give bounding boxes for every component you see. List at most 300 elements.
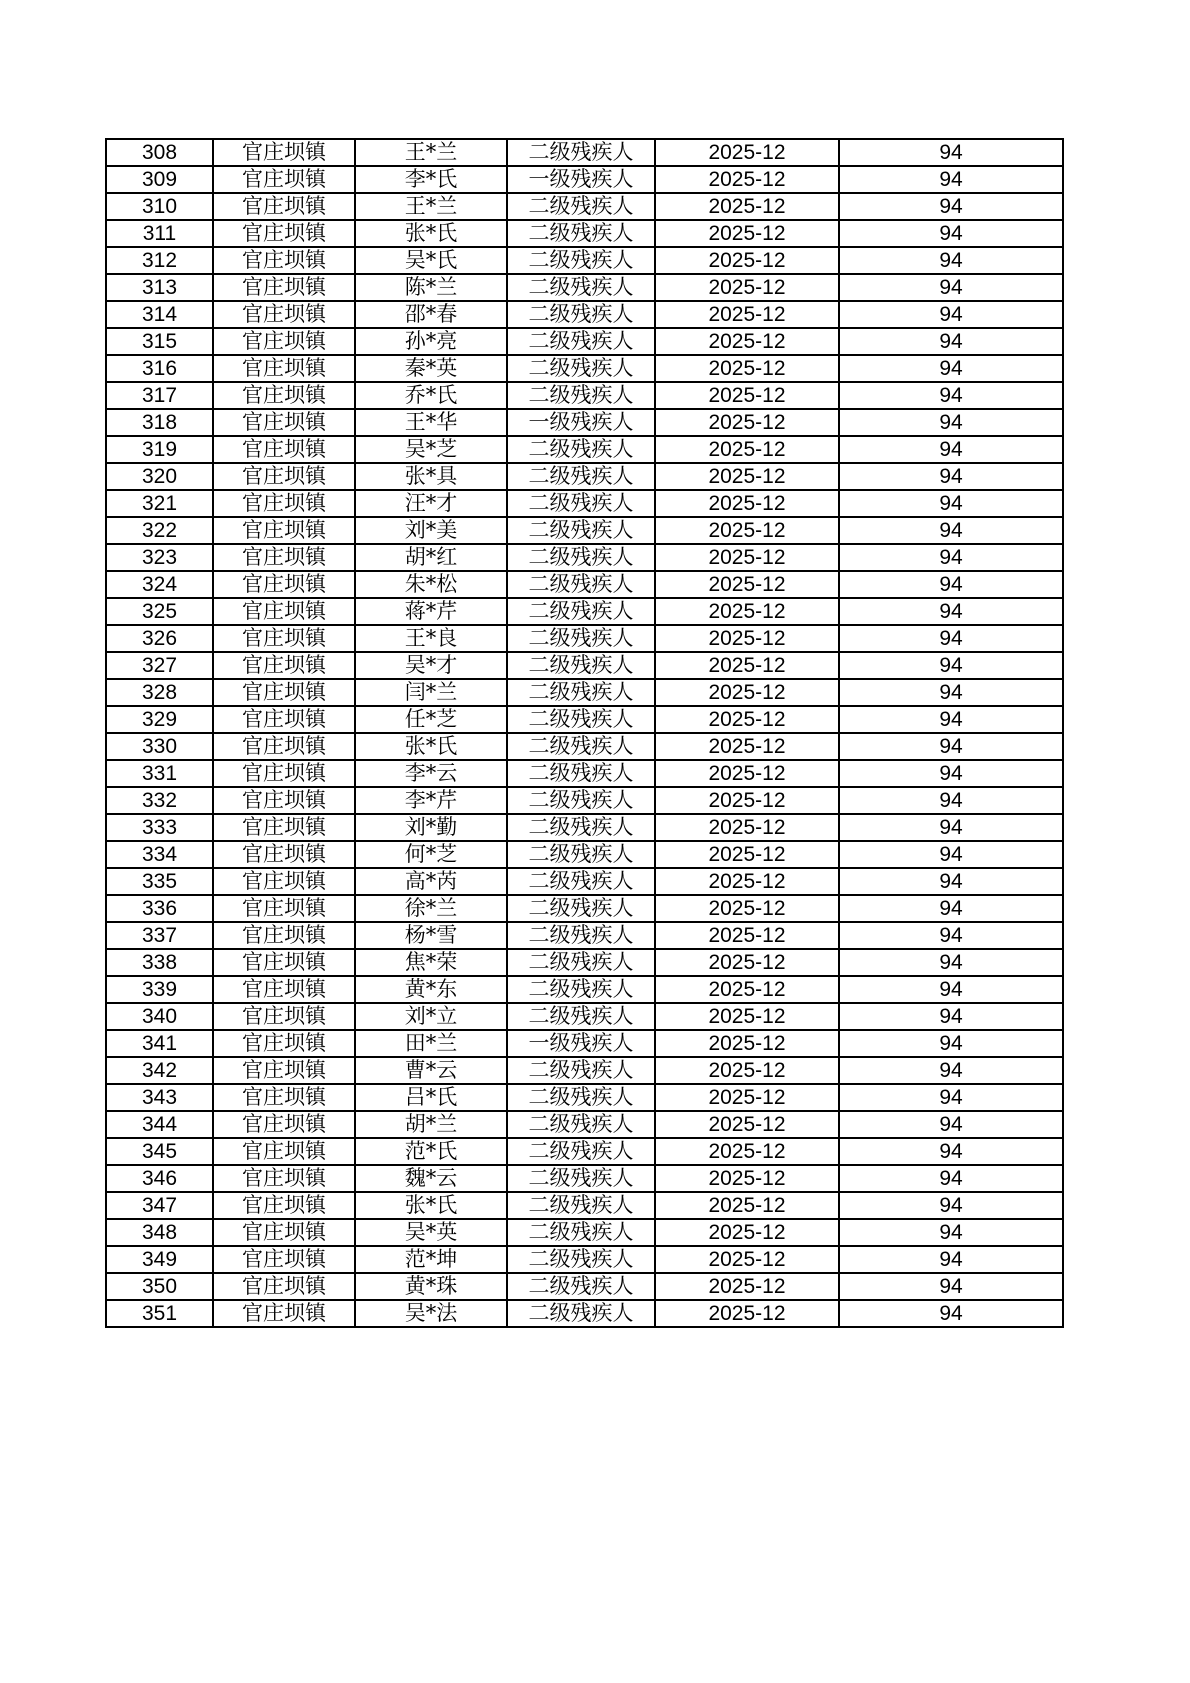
table-row [106,652,1063,679]
cell-disability-level: 二级残疾人 [507,625,655,652]
table-row [106,1057,1063,1084]
cell-amount: 94 [839,463,1063,490]
table-row [106,436,1063,463]
cell-person-name-masked: 王*良 [355,625,507,652]
cell-person-name-masked: 闫*兰 [355,679,507,706]
cell-serial-number: 325 [106,598,213,625]
cell-town-name: 官庄坝镇 [213,571,355,598]
cell-serial-number: 327 [106,652,213,679]
cell-disability-level: 二级残疾人 [507,868,655,895]
cell-town-name: 官庄坝镇 [213,598,355,625]
cell-month: 2025-12 [655,544,839,571]
cell-disability-level: 一级残疾人 [507,166,655,193]
cell-serial-number: 337 [106,922,213,949]
cell-month: 2025-12 [655,1138,839,1165]
cell-person-name-masked: 刘*美 [355,517,507,544]
cell-town-name: 官庄坝镇 [213,193,355,220]
cell-town-name: 官庄坝镇 [213,301,355,328]
cell-disability-level: 二级残疾人 [507,1057,655,1084]
table-row [106,220,1063,247]
cell-person-name-masked: 焦*荣 [355,949,507,976]
cell-amount: 94 [839,301,1063,328]
cell-person-name-masked: 王*华 [355,409,507,436]
cell-serial-number: 335 [106,868,213,895]
cell-serial-number: 308 [106,139,213,166]
cell-amount: 94 [839,436,1063,463]
table-row [106,463,1063,490]
cell-month: 2025-12 [655,814,839,841]
table-row [106,706,1063,733]
cell-town-name: 官庄坝镇 [213,139,355,166]
cell-amount: 94 [839,706,1063,733]
cell-month: 2025-12 [655,571,839,598]
cell-person-name-masked: 何*芝 [355,841,507,868]
cell-person-name-masked: 王*兰 [355,193,507,220]
table-row [106,787,1063,814]
cell-amount: 94 [839,517,1063,544]
cell-person-name-masked: 陈*兰 [355,274,507,301]
cell-month: 2025-12 [655,760,839,787]
cell-month: 2025-12 [655,733,839,760]
cell-month: 2025-12 [655,895,839,922]
cell-person-name-masked: 胡*红 [355,544,507,571]
cell-town-name: 官庄坝镇 [213,949,355,976]
cell-person-name-masked: 魏*云 [355,1165,507,1192]
cell-serial-number: 322 [106,517,213,544]
table-row [106,1138,1063,1165]
cell-serial-number: 324 [106,571,213,598]
cell-disability-level: 二级残疾人 [507,1300,655,1327]
cell-person-name-masked: 胡*兰 [355,1111,507,1138]
cell-town-name: 官庄坝镇 [213,247,355,274]
table-row [106,1192,1063,1219]
cell-person-name-masked: 范*坤 [355,1246,507,1273]
table-row [106,247,1063,274]
cell-amount: 94 [839,1138,1063,1165]
cell-disability-level: 二级残疾人 [507,544,655,571]
cell-amount: 94 [839,1246,1063,1273]
cell-disability-level: 二级残疾人 [507,598,655,625]
cell-month: 2025-12 [655,274,839,301]
cell-serial-number: 350 [106,1273,213,1300]
table-row [106,1273,1063,1300]
cell-town-name: 官庄坝镇 [213,814,355,841]
cell-amount: 94 [839,841,1063,868]
cell-month: 2025-12 [655,1057,839,1084]
cell-disability-level: 二级残疾人 [507,976,655,1003]
table-row [106,841,1063,868]
cell-town-name: 官庄坝镇 [213,787,355,814]
cell-person-name-masked: 刘*勤 [355,814,507,841]
cell-month: 2025-12 [655,922,839,949]
cell-person-name-masked: 吴*英 [355,1219,507,1246]
cell-amount: 94 [839,598,1063,625]
cell-amount: 94 [839,328,1063,355]
cell-person-name-masked: 吴*芝 [355,436,507,463]
cell-disability-level: 一级残疾人 [507,409,655,436]
cell-town-name: 官庄坝镇 [213,1165,355,1192]
table-row [106,274,1063,301]
table-row [106,139,1063,166]
cell-serial-number: 309 [106,166,213,193]
cell-serial-number: 326 [106,625,213,652]
cell-town-name: 官庄坝镇 [213,517,355,544]
cell-disability-level: 二级残疾人 [507,1246,655,1273]
cell-disability-level: 二级残疾人 [507,787,655,814]
cell-serial-number: 329 [106,706,213,733]
cell-disability-level: 二级残疾人 [507,382,655,409]
cell-month: 2025-12 [655,139,839,166]
cell-serial-number: 333 [106,814,213,841]
cell-disability-level: 二级残疾人 [507,1273,655,1300]
cell-month: 2025-12 [655,1111,839,1138]
cell-town-name: 官庄坝镇 [213,1246,355,1273]
cell-month: 2025-12 [655,193,839,220]
cell-month: 2025-12 [655,247,839,274]
cell-month: 2025-12 [655,355,839,382]
cell-amount: 94 [839,1030,1063,1057]
cell-serial-number: 311 [106,220,213,247]
cell-disability-level: 二级残疾人 [507,949,655,976]
cell-amount: 94 [839,1219,1063,1246]
cell-disability-level: 二级残疾人 [507,1003,655,1030]
cell-month: 2025-12 [655,1219,839,1246]
cell-disability-level: 二级残疾人 [507,652,655,679]
table-row [106,1084,1063,1111]
cell-serial-number: 349 [106,1246,213,1273]
table-row [106,760,1063,787]
cell-serial-number: 351 [106,1300,213,1327]
cell-month: 2025-12 [655,409,839,436]
cell-town-name: 官庄坝镇 [213,760,355,787]
cell-amount: 94 [839,1111,1063,1138]
cell-amount: 94 [839,247,1063,274]
table-row [106,922,1063,949]
cell-amount: 94 [839,193,1063,220]
table-row [106,949,1063,976]
table-row [106,598,1063,625]
cell-disability-level: 二级残疾人 [507,760,655,787]
cell-town-name: 官庄坝镇 [213,220,355,247]
cell-person-name-masked: 蒋*芹 [355,598,507,625]
cell-serial-number: 328 [106,679,213,706]
cell-disability-level: 二级残疾人 [507,355,655,382]
cell-month: 2025-12 [655,436,839,463]
cell-disability-level: 二级残疾人 [507,328,655,355]
cell-amount: 94 [839,409,1063,436]
cell-disability-level: 一级残疾人 [507,1030,655,1057]
cell-serial-number: 321 [106,490,213,517]
cell-serial-number: 345 [106,1138,213,1165]
cell-town-name: 官庄坝镇 [213,1219,355,1246]
cell-amount: 94 [839,1300,1063,1327]
benefits-table-body [106,139,1063,1327]
cell-town-name: 官庄坝镇 [213,436,355,463]
cell-disability-level: 二级残疾人 [507,274,655,301]
cell-serial-number: 342 [106,1057,213,1084]
cell-town-name: 官庄坝镇 [213,1057,355,1084]
cell-month: 2025-12 [655,1030,839,1057]
table-row [106,517,1063,544]
cell-month: 2025-12 [655,1300,839,1327]
cell-town-name: 官庄坝镇 [213,733,355,760]
cell-amount: 94 [839,490,1063,517]
cell-town-name: 官庄坝镇 [213,1003,355,1030]
cell-person-name-masked: 孙*亮 [355,328,507,355]
cell-amount: 94 [839,274,1063,301]
cell-month: 2025-12 [655,1273,839,1300]
cell-amount: 94 [839,220,1063,247]
cell-month: 2025-12 [655,166,839,193]
cell-person-name-masked: 曹*云 [355,1057,507,1084]
cell-person-name-masked: 张*氏 [355,733,507,760]
table-row [106,1165,1063,1192]
cell-town-name: 官庄坝镇 [213,679,355,706]
cell-town-name: 官庄坝镇 [213,355,355,382]
table-row [106,1003,1063,1030]
cell-person-name-masked: 李*氏 [355,166,507,193]
table-row [106,409,1063,436]
table-row [106,1030,1063,1057]
cell-person-name-masked: 吴*法 [355,1300,507,1327]
cell-serial-number: 331 [106,760,213,787]
cell-town-name: 官庄坝镇 [213,1138,355,1165]
cell-serial-number: 336 [106,895,213,922]
table-row [106,625,1063,652]
table-row [106,355,1063,382]
cell-month: 2025-12 [655,1246,839,1273]
cell-amount: 94 [839,1192,1063,1219]
cell-serial-number: 330 [106,733,213,760]
cell-amount: 94 [839,1084,1063,1111]
table-row [106,1246,1063,1273]
cell-amount: 94 [839,1165,1063,1192]
cell-town-name: 官庄坝镇 [213,1273,355,1300]
cell-month: 2025-12 [655,868,839,895]
cell-town-name: 官庄坝镇 [213,652,355,679]
cell-town-name: 官庄坝镇 [213,1300,355,1327]
cell-person-name-masked: 吴*才 [355,652,507,679]
cell-disability-level: 二级残疾人 [507,490,655,517]
cell-month: 2025-12 [655,1003,839,1030]
cell-town-name: 官庄坝镇 [213,1192,355,1219]
cell-person-name-masked: 刘*立 [355,1003,507,1030]
cell-disability-level: 二级残疾人 [507,922,655,949]
cell-amount: 94 [839,949,1063,976]
cell-town-name: 官庄坝镇 [213,463,355,490]
cell-month: 2025-12 [655,1165,839,1192]
cell-person-name-masked: 朱*松 [355,571,507,598]
cell-disability-level: 二级残疾人 [507,733,655,760]
cell-amount: 94 [839,895,1063,922]
cell-disability-level: 二级残疾人 [507,463,655,490]
cell-month: 2025-12 [655,382,839,409]
cell-disability-level: 二级残疾人 [507,706,655,733]
cell-person-name-masked: 李*云 [355,760,507,787]
cell-serial-number: 341 [106,1030,213,1057]
cell-person-name-masked: 乔*氏 [355,382,507,409]
cell-town-name: 官庄坝镇 [213,1084,355,1111]
cell-amount: 94 [839,814,1063,841]
cell-town-name: 官庄坝镇 [213,922,355,949]
cell-disability-level: 二级残疾人 [507,1165,655,1192]
table-row [106,733,1063,760]
cell-month: 2025-12 [655,598,839,625]
cell-town-name: 官庄坝镇 [213,274,355,301]
cell-town-name: 官庄坝镇 [213,841,355,868]
cell-amount: 94 [839,976,1063,1003]
table-row [106,193,1063,220]
cell-person-name-masked: 邵*春 [355,301,507,328]
cell-disability-level: 二级残疾人 [507,571,655,598]
cell-person-name-masked: 张*氏 [355,1192,507,1219]
cell-disability-level: 二级残疾人 [507,679,655,706]
cell-serial-number: 317 [106,382,213,409]
cell-disability-level: 二级残疾人 [507,1138,655,1165]
cell-amount: 94 [839,571,1063,598]
cell-serial-number: 347 [106,1192,213,1219]
cell-town-name: 官庄坝镇 [213,1111,355,1138]
cell-serial-number: 315 [106,328,213,355]
cell-town-name: 官庄坝镇 [213,382,355,409]
cell-disability-level: 二级残疾人 [507,1111,655,1138]
cell-serial-number: 312 [106,247,213,274]
cell-serial-number: 340 [106,1003,213,1030]
table-row [106,868,1063,895]
cell-month: 2025-12 [655,841,839,868]
cell-person-name-masked: 汪*才 [355,490,507,517]
cell-town-name: 官庄坝镇 [213,976,355,1003]
cell-amount: 94 [839,166,1063,193]
cell-month: 2025-12 [655,625,839,652]
table-row [106,382,1063,409]
table-row [106,571,1063,598]
cell-serial-number: 348 [106,1219,213,1246]
cell-amount: 94 [839,1273,1063,1300]
cell-disability-level: 二级残疾人 [507,436,655,463]
table-row [106,544,1063,571]
cell-town-name: 官庄坝镇 [213,625,355,652]
cell-amount: 94 [839,679,1063,706]
cell-disability-level: 二级残疾人 [507,139,655,166]
cell-amount: 94 [839,1003,1063,1030]
cell-serial-number: 344 [106,1111,213,1138]
cell-town-name: 官庄坝镇 [213,328,355,355]
cell-serial-number: 316 [106,355,213,382]
cell-serial-number: 339 [106,976,213,1003]
cell-town-name: 官庄坝镇 [213,868,355,895]
cell-serial-number: 346 [106,1165,213,1192]
table-row [106,328,1063,355]
benefits-table [105,138,1064,1328]
cell-person-name-masked: 高*芮 [355,868,507,895]
cell-amount: 94 [839,652,1063,679]
cell-month: 2025-12 [655,1192,839,1219]
cell-amount: 94 [839,355,1063,382]
cell-serial-number: 313 [106,274,213,301]
cell-serial-number: 334 [106,841,213,868]
cell-month: 2025-12 [655,328,839,355]
cell-person-name-masked: 李*芹 [355,787,507,814]
cell-disability-level: 二级残疾人 [507,895,655,922]
table-row [106,679,1063,706]
table-row [106,166,1063,193]
table-row [106,814,1063,841]
cell-serial-number: 323 [106,544,213,571]
table-row [106,1111,1063,1138]
cell-month: 2025-12 [655,1084,839,1111]
cell-serial-number: 319 [106,436,213,463]
cell-amount: 94 [839,382,1063,409]
cell-disability-level: 二级残疾人 [507,841,655,868]
table-row [106,1219,1063,1246]
cell-serial-number: 318 [106,409,213,436]
cell-disability-level: 二级残疾人 [507,247,655,274]
cell-month: 2025-12 [655,976,839,1003]
cell-town-name: 官庄坝镇 [213,490,355,517]
table-row [106,976,1063,1003]
cell-person-name-masked: 张*具 [355,463,507,490]
cell-person-name-masked: 秦*英 [355,355,507,382]
cell-disability-level: 二级残疾人 [507,301,655,328]
cell-disability-level: 二级残疾人 [507,1219,655,1246]
cell-serial-number: 343 [106,1084,213,1111]
cell-disability-level: 二级残疾人 [507,1084,655,1111]
cell-month: 2025-12 [655,787,839,814]
cell-town-name: 官庄坝镇 [213,166,355,193]
table-row [106,490,1063,517]
cell-person-name-masked: 徐*兰 [355,895,507,922]
cell-amount: 94 [839,139,1063,166]
cell-person-name-masked: 田*兰 [355,1030,507,1057]
cell-amount: 94 [839,868,1063,895]
cell-person-name-masked: 黄*珠 [355,1273,507,1300]
cell-amount: 94 [839,760,1063,787]
cell-serial-number: 338 [106,949,213,976]
cell-serial-number: 314 [106,301,213,328]
cell-town-name: 官庄坝镇 [213,706,355,733]
cell-month: 2025-12 [655,949,839,976]
cell-disability-level: 二级残疾人 [507,193,655,220]
table-row [106,301,1063,328]
cell-person-name-masked: 黄*东 [355,976,507,1003]
cell-month: 2025-12 [655,301,839,328]
cell-month: 2025-12 [655,517,839,544]
cell-amount: 94 [839,544,1063,571]
cell-disability-level: 二级残疾人 [507,1192,655,1219]
cell-person-name-masked: 范*氏 [355,1138,507,1165]
cell-person-name-masked: 杨*雪 [355,922,507,949]
cell-person-name-masked: 任*芝 [355,706,507,733]
table-row [106,1300,1063,1327]
cell-town-name: 官庄坝镇 [213,409,355,436]
cell-disability-level: 二级残疾人 [507,814,655,841]
cell-month: 2025-12 [655,706,839,733]
cell-serial-number: 310 [106,193,213,220]
cell-town-name: 官庄坝镇 [213,544,355,571]
cell-person-name-masked: 王*兰 [355,139,507,166]
cell-serial-number: 320 [106,463,213,490]
cell-disability-level: 二级残疾人 [507,517,655,544]
cell-amount: 94 [839,625,1063,652]
cell-disability-level: 二级残疾人 [507,220,655,247]
cell-amount: 94 [839,1057,1063,1084]
cell-town-name: 官庄坝镇 [213,895,355,922]
cell-amount: 94 [839,733,1063,760]
cell-amount: 94 [839,787,1063,814]
cell-month: 2025-12 [655,463,839,490]
table-row [106,895,1063,922]
